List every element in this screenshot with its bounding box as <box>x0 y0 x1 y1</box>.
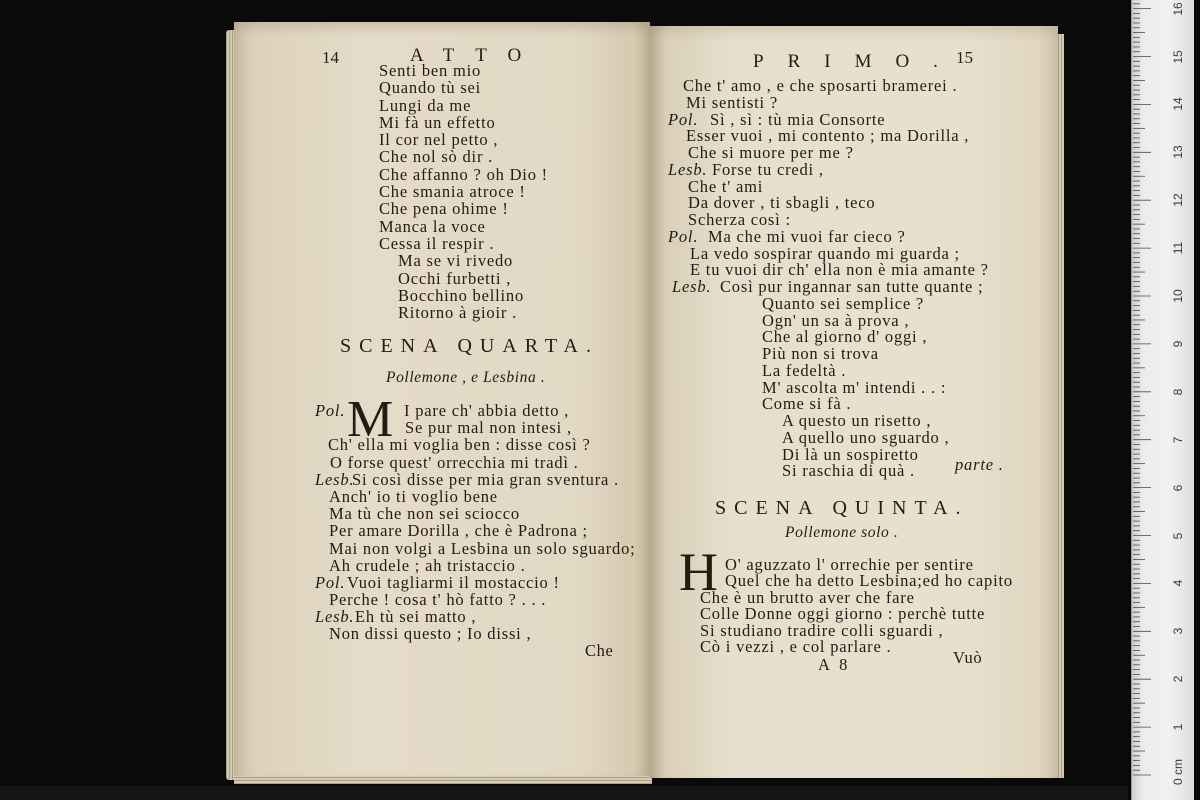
dialogue-line: Per amare Dorilla , che è Padrona ; <box>329 521 588 541</box>
line-text: Vuoi tagliarmi il mostaccio ! <box>347 572 560 592</box>
ruler-label: 0 cm <box>1171 758 1185 786</box>
verse-line <box>650 455 1058 481</box>
dialogue-line: Ma tù che non sei sciocco <box>329 504 520 524</box>
verse-line: Mi fà un effetto <box>379 112 496 132</box>
scene-characters: Pollemone solo . <box>785 524 899 541</box>
monologue-line: Che è un brutto aver che fare <box>700 587 915 607</box>
page-number: 15 <box>956 48 973 67</box>
verse-line: Occhi furbetti , <box>398 268 512 288</box>
monologue-line: Cò i vezzi , e col parlare . <box>700 636 892 656</box>
ruler-label: 11 <box>1171 241 1185 255</box>
ruler-label: 16 <box>1171 1 1185 16</box>
line-text: Sì , sì : tù mia Consorte <box>710 109 886 129</box>
ruler-label: 7 <box>1171 436 1185 444</box>
dialogue-block <box>234 402 650 643</box>
verse-line: Ogn' un sa à prova , <box>762 310 910 330</box>
speaker-label: Pol. <box>315 401 346 420</box>
dialogue-line <box>234 574 650 591</box>
drop-cap: H <box>679 542 718 602</box>
dialogue-line <box>234 608 650 625</box>
monologue-line: Colle Donne oggi giorno : perchè tutte <box>700 604 986 624</box>
ruler-label: 14 <box>1171 97 1185 112</box>
aria-block <box>234 62 650 321</box>
verse-line: Che pena ohime ! <box>379 199 509 219</box>
ruler-label: 1 <box>1171 723 1185 731</box>
verse-line: Che affanno ? oh Dio ! <box>379 164 548 184</box>
verse-line: A quello uno sguardo , <box>782 427 950 447</box>
ruler-label: 6 <box>1171 484 1185 491</box>
page-number: 14 <box>322 48 339 67</box>
ruler-label: 4 <box>1171 580 1185 587</box>
verse-line: La fedeltà . <box>762 360 847 380</box>
dialogue-block <box>650 78 1058 480</box>
verse-line: Che smania atroce ! <box>379 182 526 202</box>
verse-line: Quanto sei semplice ? <box>762 293 925 313</box>
ruler-label: 10 <box>1171 289 1185 303</box>
scene-title: SCENA QUARTA. <box>340 335 599 357</box>
speaker-label: Lesb. <box>668 159 708 179</box>
catchword: Vuò <box>953 648 983 667</box>
dialogue-line: Che t' amo , e che sposarti bramerei . <box>683 76 958 95</box>
dialogue-line: Scherza così : <box>688 210 791 229</box>
running-head: PRIMO. <box>753 51 962 72</box>
dialogue-line: Da dover , ti sbagli , teco <box>688 193 876 213</box>
dialogue-line: E tu vuoi dir ch' ella non è mia amante ? <box>690 260 989 280</box>
dialogue-line: Anch' io ti voglio bene <box>329 486 498 506</box>
verse-line: Manca la voce <box>379 216 486 236</box>
verse-line: M' ascolta m' intendi . . : <box>762 377 947 397</box>
ruler-label: 3 <box>1171 627 1185 635</box>
line-text: Si così disse per mia gran sventura . <box>352 469 619 489</box>
line-text: Eh tù sei matto , <box>355 607 477 627</box>
dialogue-line: O forse quest' orrecchia mi tradì . <box>330 452 579 472</box>
verse-line: Più non si trova <box>762 344 879 363</box>
dialogue-line: Ah crudele ; ah tristaccio . <box>329 555 526 575</box>
verse-line: Come si fà . <box>762 394 852 414</box>
measuring-ruler <box>1131 0 1194 800</box>
ruler-label: 15 <box>1171 49 1185 64</box>
verse-line: A questo un risetto , <box>782 411 932 430</box>
dialogue-line: Che t' ami <box>688 176 764 196</box>
signature-mark: A 8 <box>818 655 851 674</box>
dialogue-line: Che si muore per me ? <box>688 143 854 162</box>
verse-line: Bocchino bellino <box>398 285 524 305</box>
catchword: Che <box>585 641 614 660</box>
dialogue-line: Perche ! cosa t' hò fatto ? . . . <box>329 590 547 610</box>
ruler-ticks <box>1132 0 1195 800</box>
line-text: Forse tu credi , <box>712 159 824 179</box>
line-text: Ma che mi vuoi far cieco ? <box>708 226 906 246</box>
ruler-label: 9 <box>1171 340 1185 348</box>
speaker-label: Pol. <box>315 572 346 592</box>
drop-cap: M <box>347 391 394 448</box>
ruler-label: 12 <box>1171 193 1185 207</box>
dialogue-line <box>650 159 1058 179</box>
line-text: Così pur ingannar san tutte quante ; <box>720 277 984 296</box>
dialogue-line: Non dissi questo ; Io dissi , <box>329 624 532 644</box>
dialogue-line: Esser vuoi , mi contento ; ma Dorilla , <box>686 126 970 146</box>
verse-line: Di là un sospiretto <box>782 444 919 464</box>
speaker-label: Pol. <box>668 109 699 129</box>
dialogue-line <box>234 402 650 419</box>
scene-characters: Pollemone , e Lesbina . <box>386 369 546 386</box>
speaker-label: Pol. <box>668 226 699 246</box>
dialogue-line <box>650 226 1058 246</box>
line-text: Si raschia di quà . <box>782 461 915 481</box>
ruler-label: 8 <box>1171 388 1185 396</box>
monologue-line: Si studiano tradire colli sguardi , <box>700 620 944 640</box>
monologue-line: O' aguzzato l' orrechie per sentire <box>725 555 974 574</box>
monologue-line: Quel che ha detto Lesbina;ed ho capito <box>725 571 1013 591</box>
verse-line: Che al giorno d' oggi , <box>762 327 928 347</box>
verse-line: Il cor nel petto , <box>379 130 499 150</box>
background-surface <box>0 786 1128 800</box>
speaker-label: Lesb. <box>672 277 712 296</box>
monologue-block <box>650 557 1058 655</box>
verse-line: Cessa il respir . <box>379 233 495 253</box>
stage-direction: parte . <box>955 455 1004 475</box>
verse-line: Senti ben mio <box>379 61 482 80</box>
verse-line: Lungi da me <box>379 95 472 115</box>
ruler-label: 5 <box>1171 532 1185 539</box>
verse-line: Ma se vi rivedo <box>398 251 514 271</box>
scene-title: SCENA QUINTA. <box>715 497 969 519</box>
verse-line: Che nol sò dir . <box>379 147 494 167</box>
dialogue-line: Ch' ella mi voglia ben : disse così ? <box>328 435 591 455</box>
page-right <box>650 26 1058 778</box>
dialogue-line: Se pur mal non intesi , <box>405 418 572 438</box>
page-left <box>234 22 650 776</box>
running-head: ATTO <box>410 45 543 66</box>
ruler-label: 13 <box>1171 145 1185 159</box>
speaker-label: Lesb. <box>315 607 355 627</box>
dialogue-line: Mai non volgi a Lesbina un solo sguardo; <box>329 538 636 558</box>
line-text: I pare ch' abbia detto , <box>404 401 570 420</box>
dialogue-line: La vedo sospirar quando mi guarda ; <box>690 243 960 263</box>
dialogue-line: Mi sentisti ? <box>686 92 778 112</box>
ruler-label: 2 <box>1171 675 1185 683</box>
verse-line: Ritorno à gioir . <box>398 303 518 323</box>
speaker-label: Lesb. <box>315 469 355 489</box>
verse-line: Quando tù sei <box>379 78 482 98</box>
dialogue-line <box>234 471 650 488</box>
